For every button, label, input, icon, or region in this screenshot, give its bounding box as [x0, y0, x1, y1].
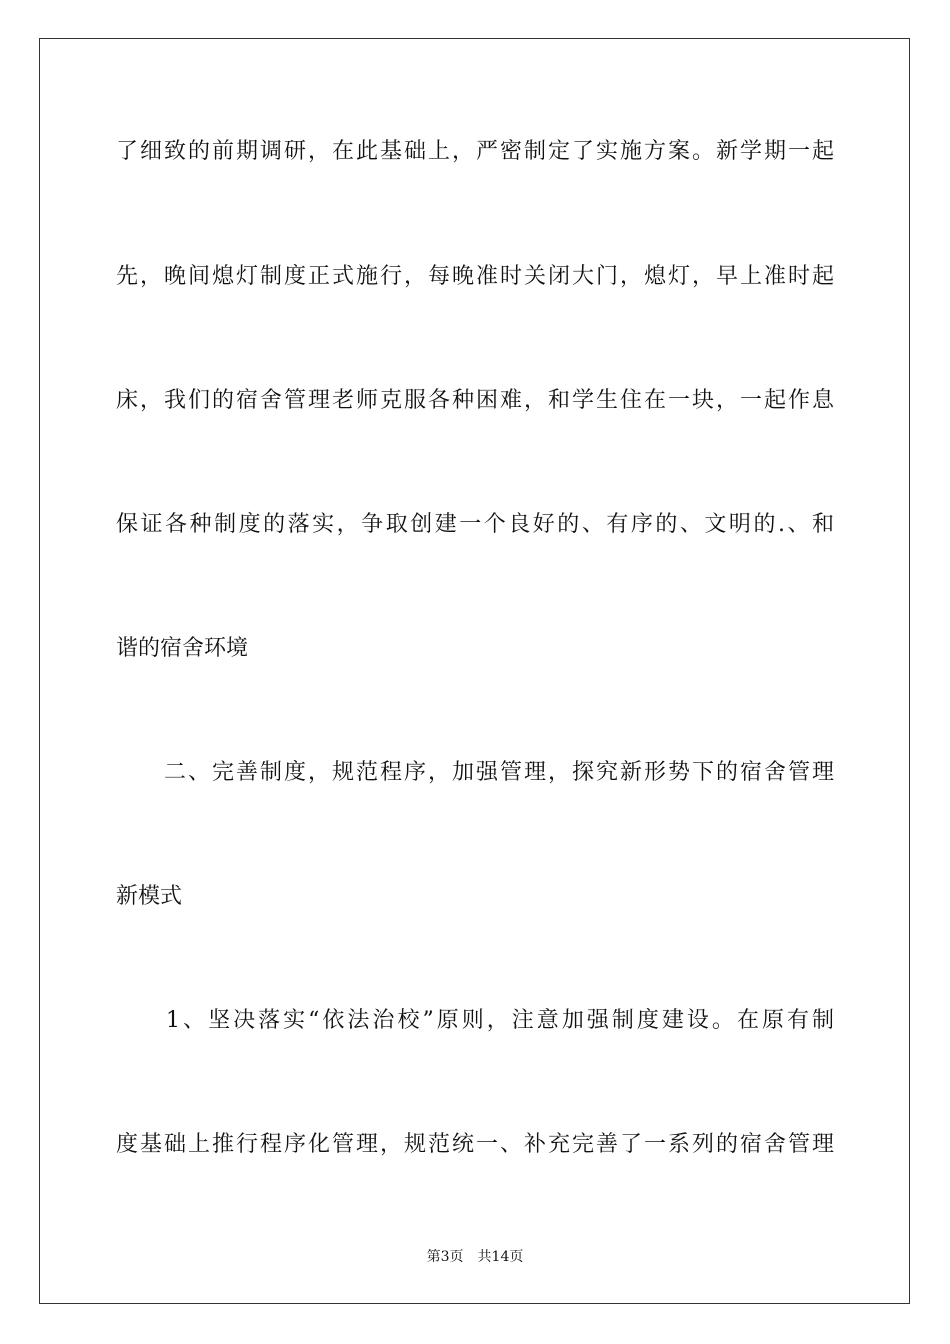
paragraph-line-3: 床，我们的宿舍管理老师克服各种困难，和学生住在一块，一起作息: [116, 388, 834, 413]
page-number-footer: 第3页 共14页: [426, 1249, 524, 1265]
list-item-line-2: 度基础上推行程序化管理，规范统一、补充完善了一系列的宿舍管理: [116, 1132, 834, 1157]
paragraph-line-2: 先，晚间熄灯制度正式施行，每晚准时关闭大门，熄灯，早上准时起: [116, 264, 834, 289]
paragraph-line-1: 了细致的前期调研，在此基础上，严密制定了实施方案。新学期一起: [116, 139, 834, 164]
paragraph-line-4: 保证各种制度的落实，争取创建一个良好的、有序的、文明的.、和: [116, 512, 834, 537]
page-border: [39, 38, 910, 1304]
list-item-line-1: 1、坚决落实“依法治校”原则，注意加强制度建设。在原有制: [116, 1008, 834, 1033]
paragraph-line-5: 谐的宿舍环境: [116, 636, 249, 661]
section-heading-line-1: 二、完善制度，规范程序，加强管理，探究新形势下的宿舍管理: [116, 760, 834, 785]
section-heading-line-2: 新模式: [116, 884, 183, 909]
